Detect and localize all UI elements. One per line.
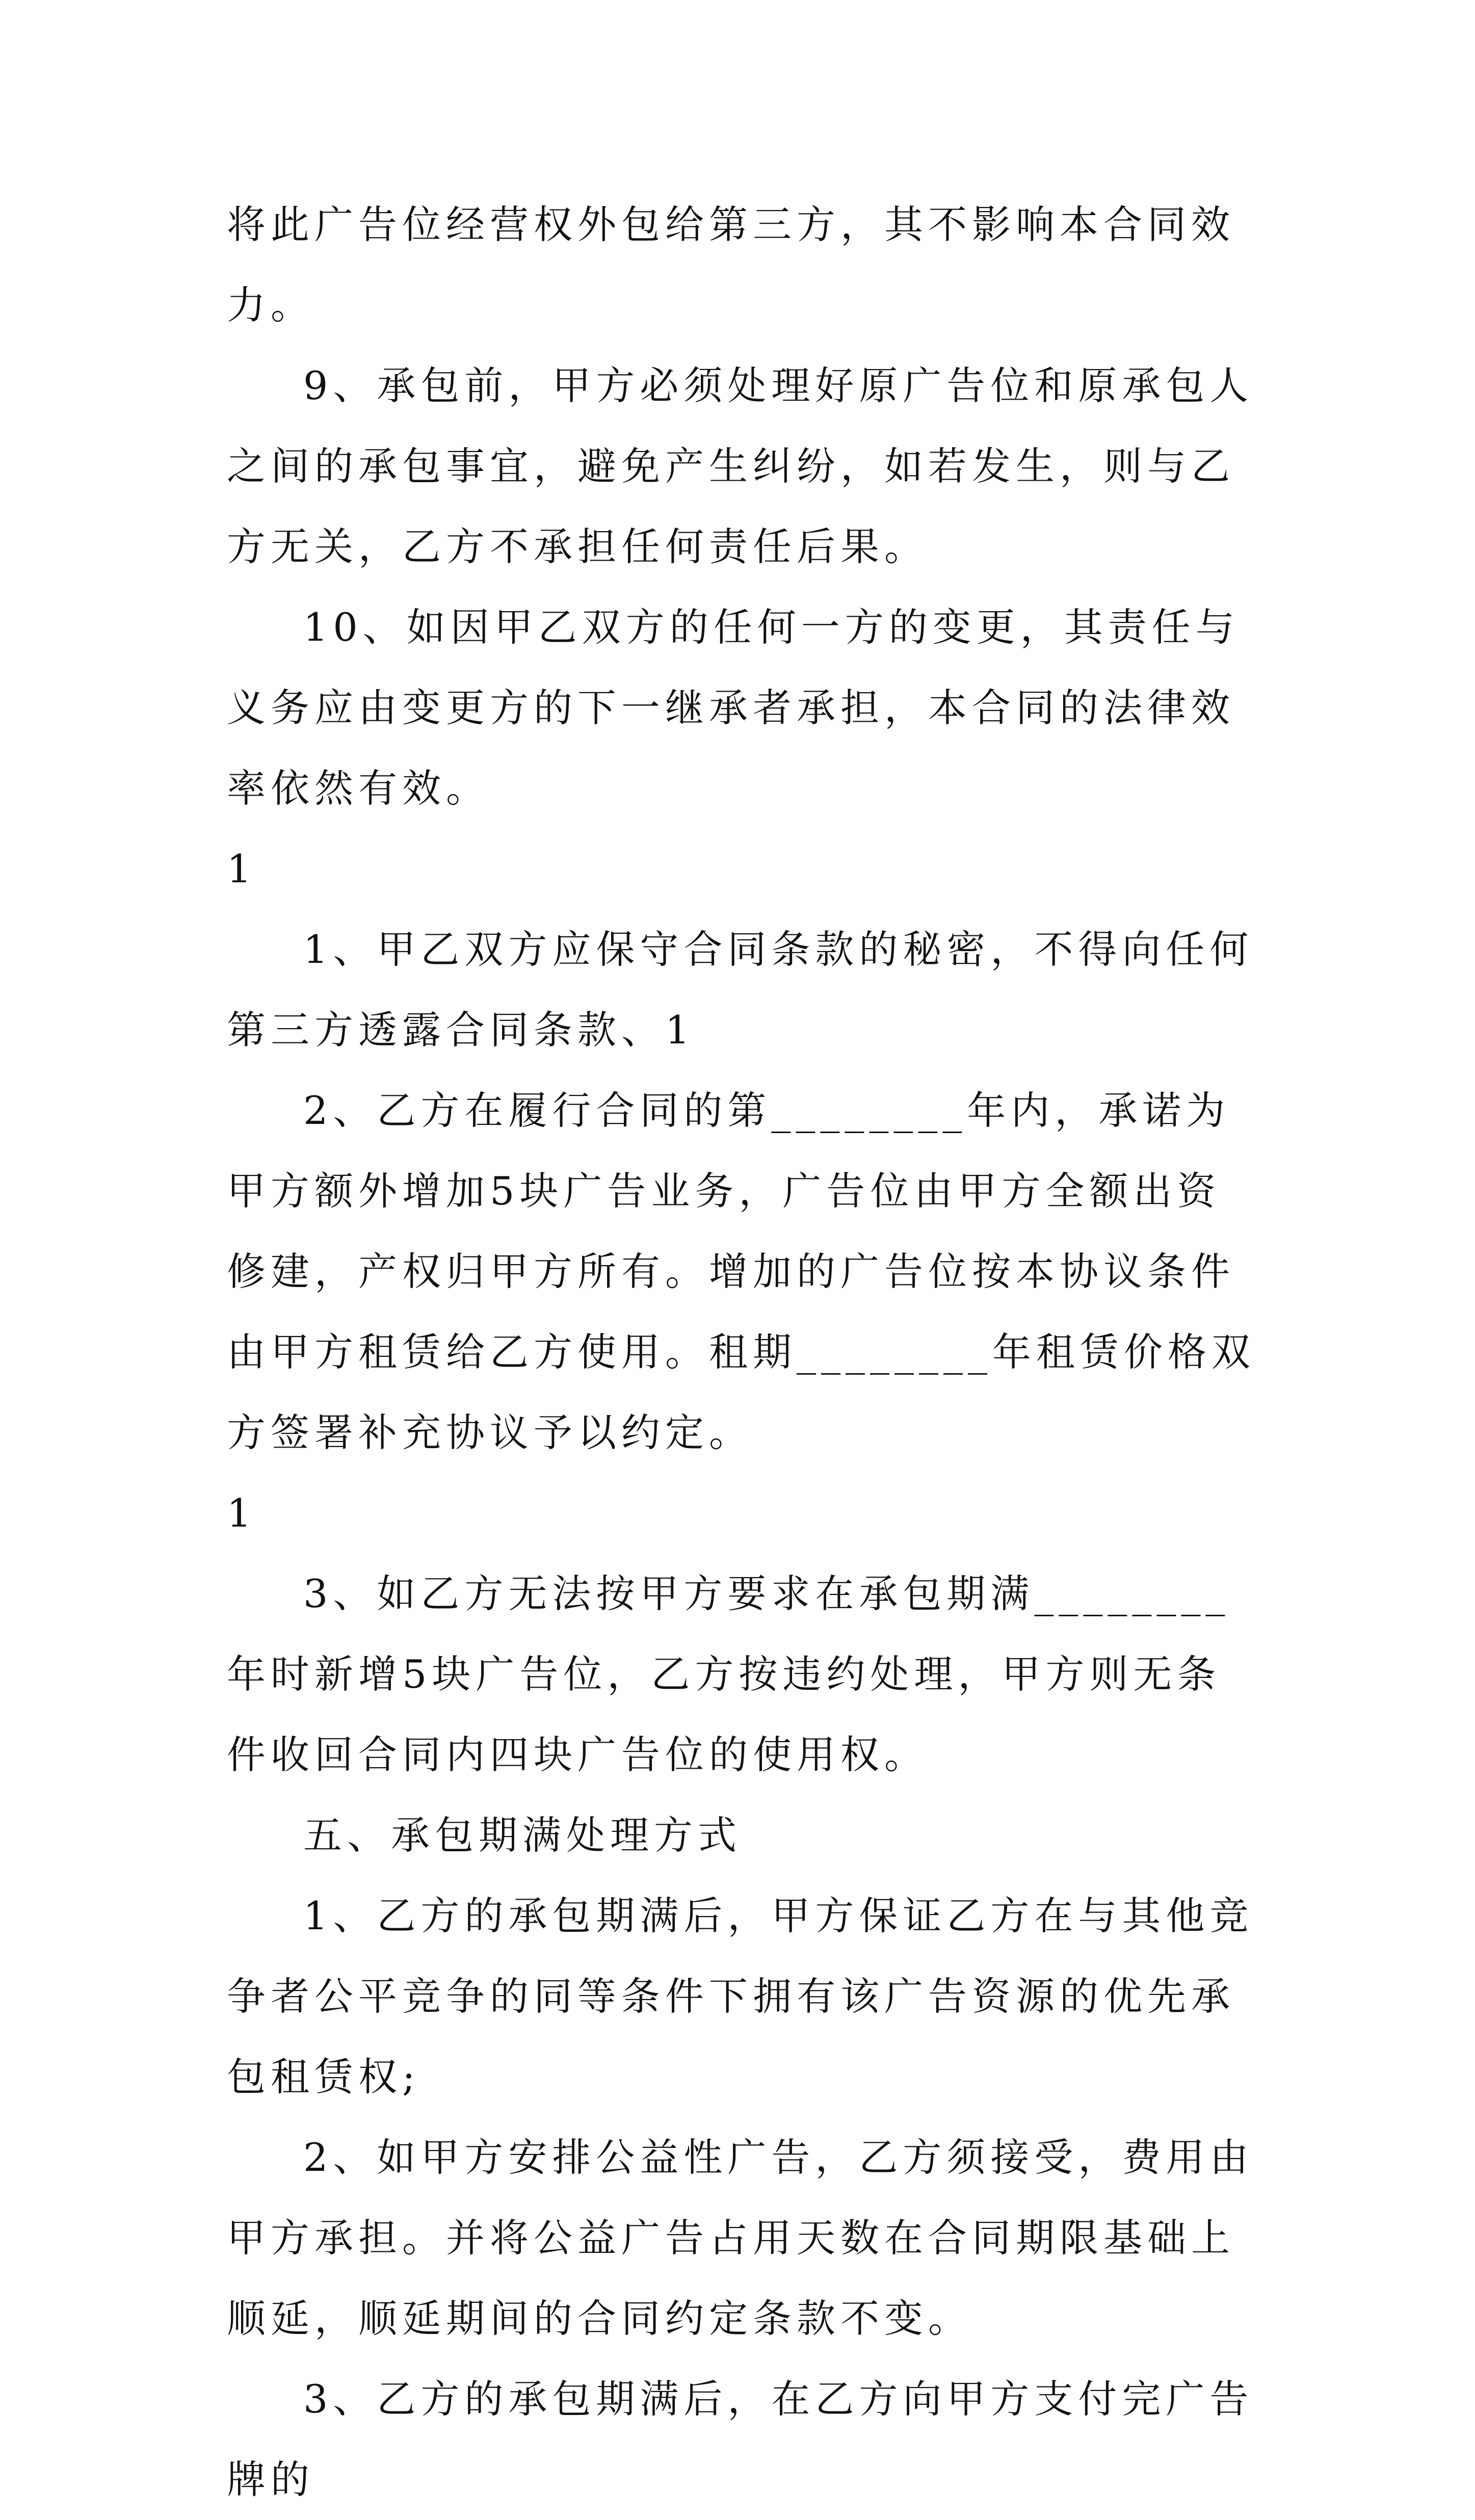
paragraph: 2、乙方在履行合同的第________年内，承诺为甲方额外增加5块广告业务，广告位由甲方全额出资修建，产权归甲方所有。增加的广告位按本协议条件由甲方租赁给乙方使用。租期________年租赁价格双方签署补充协议予以约定。	[227, 1088, 1255, 1455]
paragraph: 1	[227, 1490, 257, 1536]
paragraph: 1	[227, 846, 257, 891]
document-body	[227, 185, 1261, 2520]
paragraph: 将此广告位经营权外包给第三方，其不影响本合同效力。	[227, 202, 1235, 328]
paragraph: 3、乙方的承包期满后，在乙方向甲方支付完广告牌的	[227, 2376, 1254, 2502]
paragraph: 2、如甲方安排公益性广告，乙方须接受，费用由甲方承担。并将公益广告占用天数在合同期限基础上顺延，顺延期间的合同约定条款不变。	[227, 2135, 1254, 2341]
paragraph: 3、如乙方无法按甲方要求在承包期满________年时新增5块广告位，乙方按违约处理，甲方则无条件收回合同内四块广告位的使用权。	[227, 1571, 1230, 1777]
paragraph: 9、承包前，甲方必须处理好原广告位和原承包人之间的承包事宜，避免产生纠纷，如若发生，则与乙方无关，乙方不承担任何责任后果。	[227, 363, 1254, 569]
paragraph: 1、乙方的承包期满后，甲方保证乙方在与其他竞争者公平竞争的同等条件下拥有该广告资源的优先承包租赁权;	[227, 1893, 1254, 2099]
paragraph: 10、如因甲乙双方的任何一方的变更，其责任与义务应由变更方的下一继承者承担，本合同的法律效率依然有效。	[227, 605, 1240, 811]
paragraph: 1、甲乙双方应保守合同条款的秘密，不得向任何第三方透露合同条款、1	[227, 927, 1254, 1053]
section-heading: 五、承包期满处理方式	[303, 1813, 742, 1858]
